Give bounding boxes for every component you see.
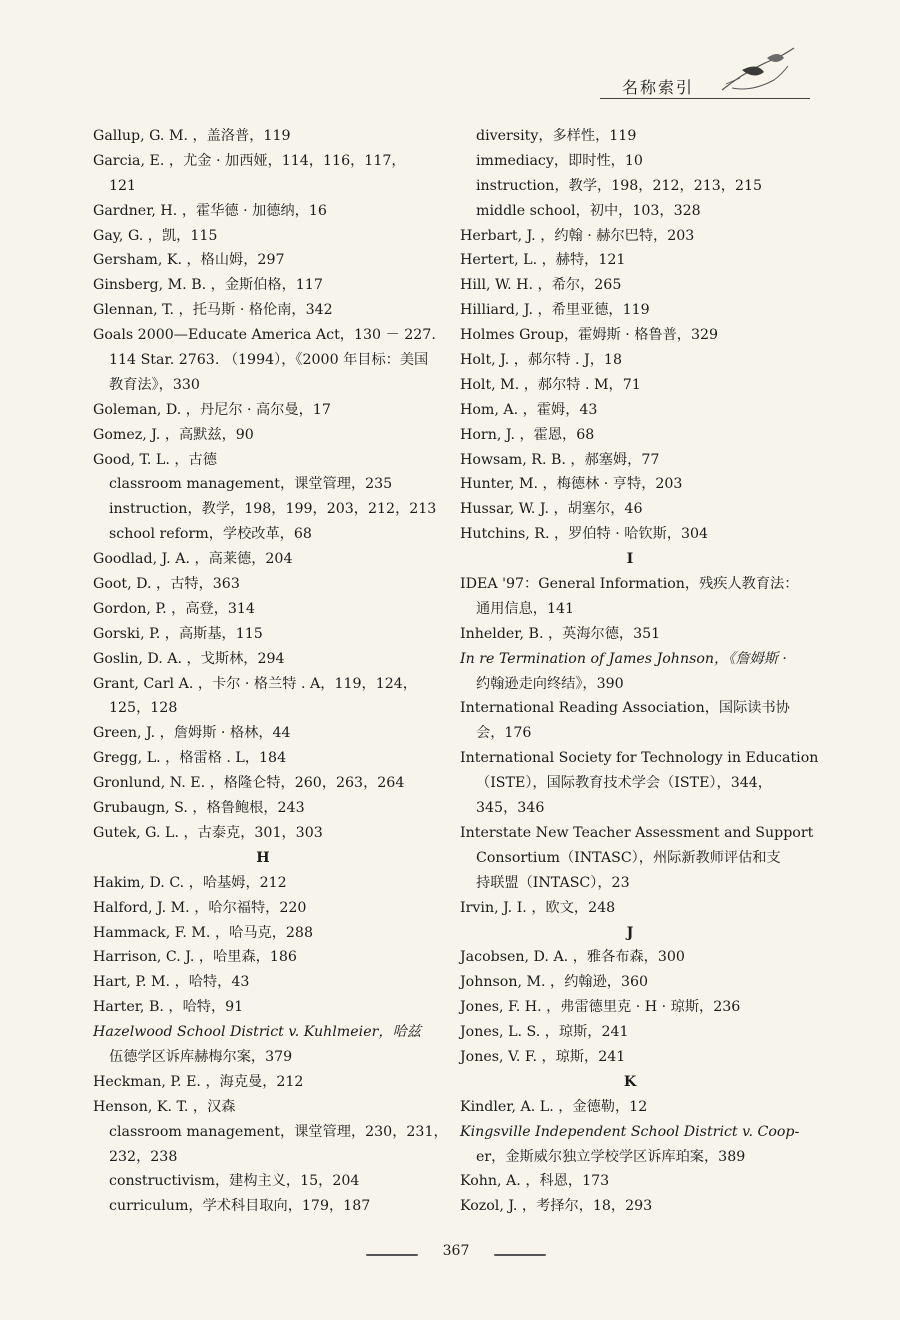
section-letter: K bbox=[623, 1073, 637, 1090]
index-subentry: instruction，教学，198，199，203，212，213 bbox=[109, 501, 437, 518]
index-entry: Hart, P. M. ，哈特，43 bbox=[93, 974, 250, 991]
index-subentry: constructivism，建构主义，15，204 bbox=[109, 1173, 360, 1190]
index-subentry: immediacy，即时性，10 bbox=[476, 152, 643, 169]
index-entry: Interstate New Teacher Assessment and Support bbox=[460, 824, 814, 841]
index-entry: Johnson, M. ，约翰逊，360 bbox=[460, 974, 649, 991]
index-entry: Gallup, G. M. ，盖洛普，119 bbox=[93, 128, 291, 144]
index-entry: Gregg, L. ，格雷格 . L，184 bbox=[93, 750, 287, 767]
index-entry: Hill, W. H. ，希尔，265 bbox=[460, 277, 622, 294]
index-entry: In re Termination of James Johnson，《詹姆斯 · bbox=[460, 650, 787, 667]
index-entry: Kindler, A. L. ，金德勒，12 bbox=[460, 1098, 648, 1115]
index-entry: Hammack, F. M. ，哈马克，288 bbox=[93, 924, 313, 941]
index-entry-continuation: （ISTE），国际教育技术学会（ISTE），344， bbox=[476, 775, 772, 792]
index-entry: Gronlund, N. E. ，格隆仑特，260，263，264 bbox=[93, 775, 405, 792]
index-entry: Gersham, K. ，格山姆，297 bbox=[93, 252, 285, 269]
index-subentry: diversity，多样性，119 bbox=[476, 128, 637, 144]
index-entry: Kozol, J. ，考择尔，18，293 bbox=[460, 1198, 653, 1215]
index-entry: International Society for Technology in Education bbox=[460, 750, 819, 767]
index-entry: Holmes Group，霍姆斯 · 格鲁普，329 bbox=[460, 327, 719, 344]
index-entry: Holt, M. ，郝尔特 . M，71 bbox=[460, 376, 641, 393]
index-entry-continuation: 121 bbox=[109, 177, 137, 194]
index-entry: Goslin, D. A. ，戈斯林，294 bbox=[93, 650, 285, 667]
index-subentry: classroom management，课堂管理，230，231， bbox=[109, 1123, 448, 1140]
index-entry: Hutchins, R. ，罗伯特 · 哈钦斯，304 bbox=[460, 526, 709, 543]
index-entry: Goleman, D. ，丹尼尔 · 高尔曼，17 bbox=[93, 401, 331, 418]
section-letter: H bbox=[256, 849, 270, 866]
index-entry: Howsam, R. B. ，郝塞姆，77 bbox=[460, 451, 660, 468]
index-subentry: classroom management，课堂管理，235 bbox=[109, 476, 393, 493]
index-entry: Kingsville Independent School District v. Coop- bbox=[460, 1123, 800, 1140]
index-entry: Gorski, P. ，高斯基，115 bbox=[93, 625, 263, 642]
index-entry: Goodlad, J. A. ，高莱德，204 bbox=[93, 551, 293, 568]
index-entry: Gomez, J. ，高默兹，90 bbox=[93, 426, 254, 443]
index-entry: Goot, D. ，古特，363 bbox=[93, 576, 240, 593]
section-letter: J bbox=[626, 924, 634, 941]
footer-ornament-right bbox=[494, 1254, 546, 1256]
book-leaf-ornament-icon bbox=[712, 40, 802, 100]
index-subentry: curriculum，学术科目取向，179，187 bbox=[109, 1198, 371, 1215]
index-entry-continuation: 伍德学区诉库赫梅尔案，379 bbox=[109, 1048, 293, 1065]
index-entry: Gardner, H. ，霍华德 · 加德纳，16 bbox=[93, 202, 327, 219]
index-entry: IDEA '97：General Information，残疾人教育法： bbox=[460, 576, 799, 593]
section-letter: I bbox=[626, 551, 634, 568]
index-entry-continuation: er，金斯威尔独立学校学区诉库珀案，389 bbox=[476, 1148, 746, 1165]
index-entry: Harter, B. ，哈特，91 bbox=[93, 999, 244, 1016]
index-subentry: 232，238 bbox=[109, 1148, 178, 1165]
index-entry-continuation: Consortium（INTASC），州际新教师评估和支 bbox=[476, 849, 781, 866]
index-entry: Good, T. L. ，古德 bbox=[93, 451, 217, 468]
page-footer bbox=[360, 1243, 560, 1267]
index-entry: Garcia, E. ，尤金 · 加西娅，114，116，117， bbox=[93, 152, 406, 169]
index-entry: Jacobsen, D. A. ，雅各布森，300 bbox=[460, 949, 685, 966]
header-divider bbox=[600, 98, 810, 99]
index-entry-continuation: 持联盟（INTASC），23 bbox=[476, 874, 630, 891]
index-entry: Hazelwood School District v. Kuhlmeier，哈兹 bbox=[93, 1024, 421, 1041]
index-entry: International Reading Association，国际读书协 bbox=[460, 700, 790, 717]
index-entry: Grant, Carl A. ，卡尔 · 格兰特 . A，119，124， bbox=[93, 675, 417, 692]
footer-ornament-left bbox=[366, 1254, 418, 1256]
index-column-left bbox=[93, 124, 448, 1219]
index-entry: Hertert, L. ，赫特，121 bbox=[460, 252, 626, 269]
index-entry: Hilliard, J. ，希里亚德，119 bbox=[460, 302, 650, 319]
index-entry-continuation: 会，176 bbox=[476, 725, 532, 742]
index-entry: Hunter, M. ，梅德林 · 亨特，203 bbox=[460, 476, 683, 493]
index-entry: Hakim, D. C. ，哈基姆，212 bbox=[93, 874, 287, 891]
index-entry: Kohn, A. ，科恩，173 bbox=[460, 1173, 610, 1190]
index-entry: Goals 2000—Educate America Act，130 － 227. bbox=[93, 327, 436, 344]
index-entry: Heckman, P. E. ，海克曼，212 bbox=[93, 1073, 304, 1090]
index-entry: Gay, G. ，凯，115 bbox=[93, 227, 218, 244]
index-entry: Ginsberg, M. B. ，金斯伯格，117 bbox=[93, 277, 323, 294]
index-entry-continuation: 345，346 bbox=[476, 800, 545, 817]
index-subentry: middle school，初中，103，328 bbox=[476, 202, 701, 219]
index-entry: Green, J. ，詹姆斯 · 格林，44 bbox=[93, 725, 291, 742]
index-column-right bbox=[460, 124, 819, 1219]
index-entry: Jones, V. F. ，琼斯，241 bbox=[460, 1048, 626, 1065]
index-entry: Grubaugn, S. ，格鲁鲍根，243 bbox=[93, 800, 305, 817]
index-entry: Horn, J. ，霍恩，68 bbox=[460, 426, 595, 443]
index-entry-continuation: 125，128 bbox=[109, 700, 178, 717]
index-entry: Irvin, J. I. ，欧文，248 bbox=[460, 899, 616, 916]
index-entry: Jones, F. H. ，弗雷德里克 · H · 琼斯，236 bbox=[460, 999, 741, 1016]
index-entry: Gutek, G. L. ，古泰克，301，303 bbox=[93, 824, 323, 841]
index-entry: Inhelder, B. ，英海尔德，351 bbox=[460, 625, 661, 642]
index-entry: Hom, A. ，霍姆，43 bbox=[460, 401, 598, 418]
index-entry: Hussar, W. J. ，胡塞尔，46 bbox=[460, 501, 643, 518]
index-entry-continuation: 教育法》，330 bbox=[109, 376, 200, 393]
section-title: 名称索引 bbox=[622, 78, 695, 97]
index-subentry: school reform，学校改革，68 bbox=[109, 526, 312, 543]
index-entry-continuation: 通用信息，141 bbox=[476, 600, 575, 617]
index-entry: Jones, L. S. ，琼斯，241 bbox=[460, 1024, 629, 1041]
page-number: 367 bbox=[442, 1243, 470, 1259]
index-entry-continuation: 约翰逊走向终结》，390 bbox=[476, 675, 624, 692]
index-entry: Holt, J. ，郝尔特 . J，18 bbox=[460, 352, 622, 369]
index-entry-continuation: 114 Star. 2763. （1994），《2000 年目标：美国 bbox=[109, 352, 429, 369]
index-entry: Harrison, C. J. ，哈里森，186 bbox=[93, 949, 297, 966]
index-entry: Glennan, T. ，托马斯 · 格伦南，342 bbox=[93, 302, 333, 319]
index-entry: Henson, K. T. ，汉森 bbox=[93, 1098, 236, 1115]
index-entry: Herbart, J. ，约翰 · 赫尔巴特，203 bbox=[460, 227, 695, 244]
page-header bbox=[0, 0, 900, 110]
index-entry: Halford, J. M. ，哈尔福特，220 bbox=[93, 899, 307, 916]
index-entry: Gordon, P. ，高登，314 bbox=[93, 600, 255, 617]
index-subentry: instruction，教学，198，212，213，215 bbox=[476, 177, 763, 194]
